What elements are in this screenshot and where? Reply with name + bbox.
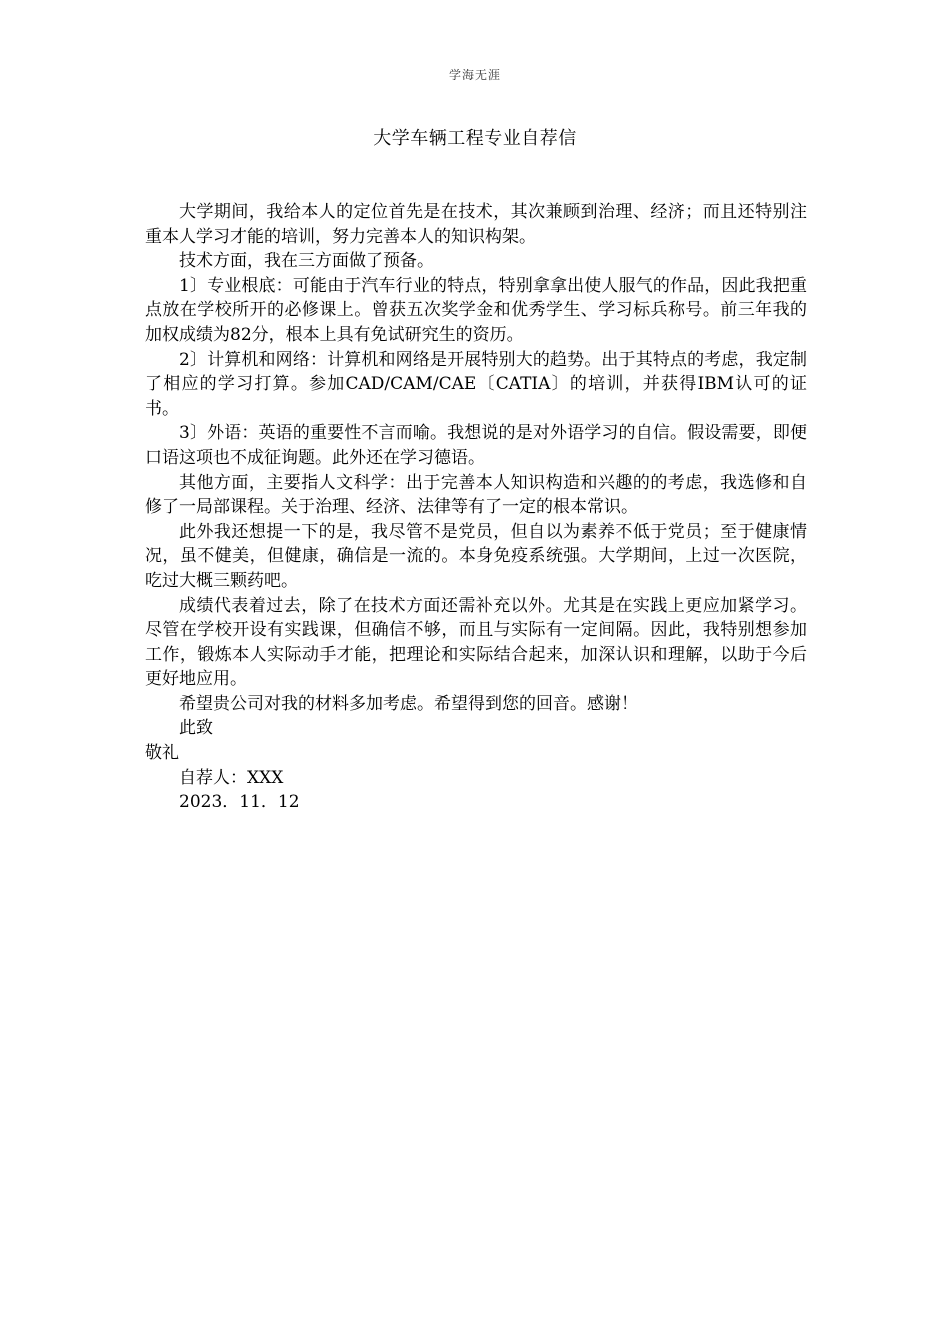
signature: 自荐人：XXX xyxy=(179,767,284,788)
paragraph-intro: 大学期间，我给本人的定位首先是在技术，其次兼顾到治理、经济；而且还特别注重本人学习才能的培训，努力完善本人的知识构架。 xyxy=(145,202,807,247)
letter-body xyxy=(145,200,807,815)
paragraph-achievements: 成绩代表着过去，除了在技术方面还需补充以外。尤其是在实践上更应加紧学习。尽管在学校开设有实践课，但确信不够，而且与实际有一定间隔。因此，我特别想参加工作，锻炼本人实际动手才能，把理论和实际结合起来，加深认识和理解，以助于今后更好地应用。 xyxy=(145,595,807,690)
paragraph-humanities: 其他方面，主要指人文科学：出于完善本人知识构造和兴趣的的考虑，我选修和自修了一局部课程。关于治理、经济、法律等有了一定的根本常识。 xyxy=(145,472,807,518)
date: 2023．11．12 xyxy=(179,792,300,813)
closing-line-1: 此致 xyxy=(179,718,213,739)
paragraph-computer-network: 2〕计算机和网络：计算机和网络是开展特别大的趋势。出于其特点的考虑，我定制了相应的学习打算。参加CAD/CAM/CAE〔CATIA〕的培训，并获得IBM认可的证书。 xyxy=(145,349,807,419)
paragraph-professional-foundation: 1〕专业根底：可能由于汽车行业的特点，特别拿拿出使人服气的作品，因此我把重点放在学校所开的必修课上。曾获五次奖学金和优秀学生、学习标兵称号。前三年我的加权成绩为82分，根本上具有免试研究生的资历。 xyxy=(145,275,807,345)
page-header: 学海无涯 xyxy=(448,68,501,82)
paragraph-foreign-language: 3〕外语：英语的重要性不言而喻。我想说的是对外语学习的自信。假设需要，即便口语这项也不成征询题。此外还在学习德语。 xyxy=(145,423,807,468)
paragraph-technical-overview: 技术方面，我在三方面做了预备。 xyxy=(179,251,434,272)
paragraph-hope: 希望贵公司对我的材料多加考虑。希望得到您的回音。感谢！ xyxy=(179,693,638,714)
paragraph-personal: 此外我还想提一下的是，我尽管不是党员，但自以为素养不低于党员；至于健康情况，虽不健美，但健康，确信是一流的。本身免疫系统强。大学期间，上过一次医院，吃过大概三颗药吧。 xyxy=(145,521,807,591)
document-title: 大学车辆工程专业自荐信 xyxy=(373,128,577,149)
closing-line-2: 敬礼 xyxy=(145,743,179,764)
